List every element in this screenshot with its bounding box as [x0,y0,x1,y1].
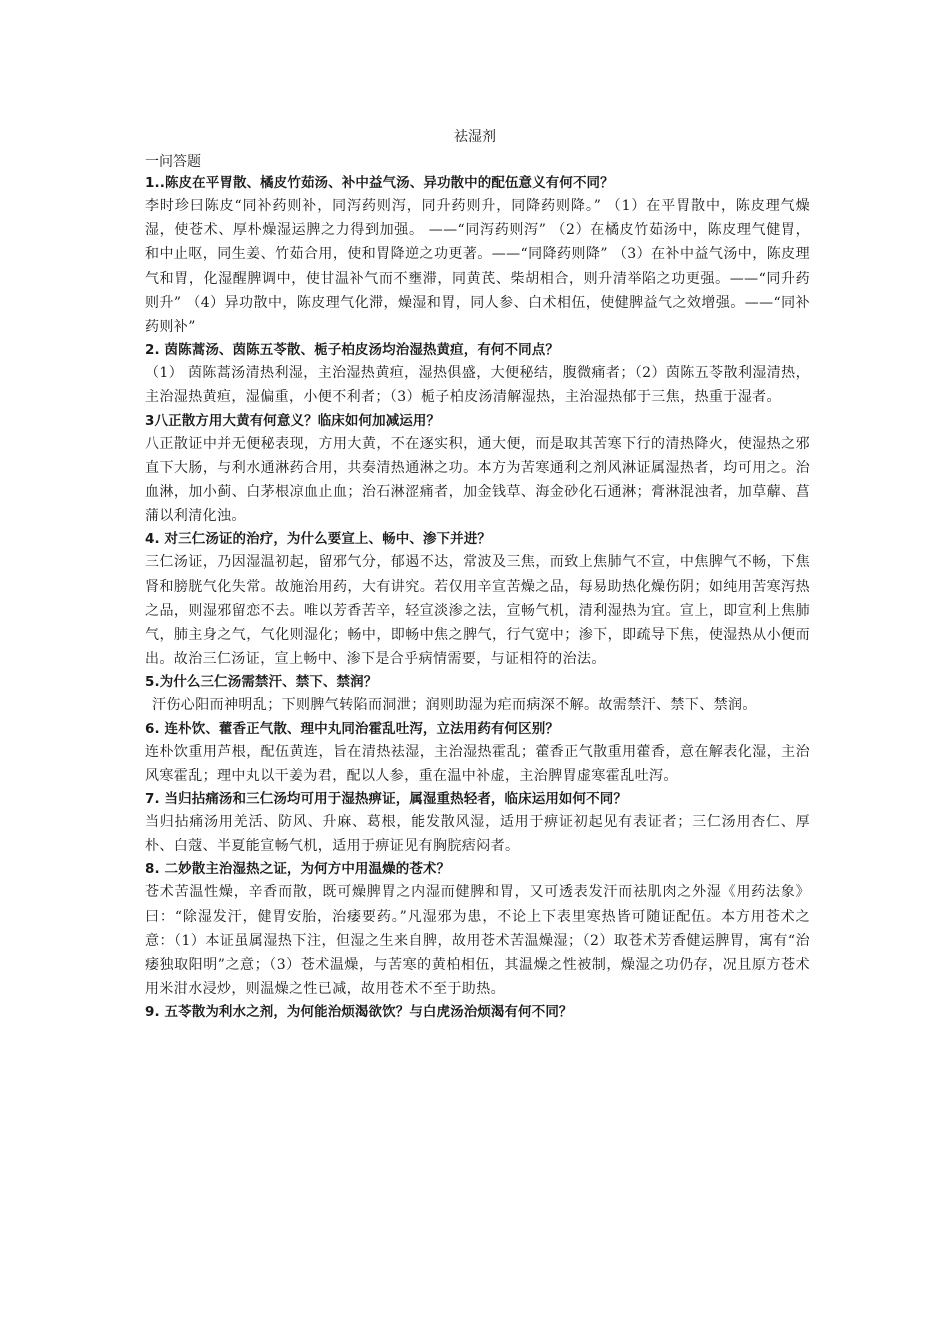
question-8: 8. 二妙散主治湿热之证，为何方中用温燥的苍术？ [145,861,451,878]
answer-3: 八正散证中并无便秘表现，方用大黄，不在逐实积，通大便，而是取其苦寒下行的清热降火，使湿热之邪直下大肠，与利水通淋药合用，共奏清热通淋之功。本方为苦寒通利之剂风淋证属湿热者，均可用之。治血淋，加小蓟、白茅根凉血止血；治石淋涩痛者，加金钱草、海金砂化石通淋；膏淋混浊者，加草薢、菖蒲以利清化浊。 [145,435,810,525]
answer-7: 当归拈痛汤用羌活、防风、升麻、葛根，能发散风湿，适用于痹证初起见有表证者；三仁汤用杏仁、厚朴、白蔻、半夏能宣畅气机，适用于痹证见有胸脘痞闷者。 [145,814,810,855]
document-title: 祛湿剂 [454,129,496,145]
question-3: 3八正散方用大黄有何意义？临床如何加减运用？ [145,412,441,429]
question-9: 9. 五苓散为利水之剂，为何能治烦渴欲饮？与白虎汤治烦渴有何不同？ [145,1004,573,1021]
answer-1: 李时珍曰陈皮“同补药则补，同泻药则泻，同升药则升，同降药则降。” （1）在平胃散中，陈皮理气燥湿，使苍术、厚朴燥湿运脾之力得到加强。 ——“同泻药则泻” （2）在橘皮竹茹汤中，陈皮理气健胃，和中止呕，同生姜、竹茹合用，使和胃降逆之功更著。——“同降药则降” （3）在补中益气汤中，陈皮理气和胃，化湿醒脾调中，使甘温补气而不壅滞，同黄芪、柴胡相合，则升清举陷之功更强。——“同升药则升” （4）异功散中，陈皮理气化滞，燥湿和胃，同人参、白术相伍，使健脾益气之效增强。——“同补药则补” [145,198,810,336]
answer-4: 三仁汤证，乃因湿温初起，留邪气分，郁遏不达，常波及三焦，而致上焦肺气不宣，中焦脾气不畅，下焦肾和膀胱气化失常。故施治用药，大有讲究。若仅用辛宣苦燥之品，每易助热化燥伤阴；如纯用苦寒泻热之品，则湿邪留恋不去。唯以芳香苦辛，轻宣淡渗之法，宣畅气机，清利湿热为宜。宣上，即宣利上焦肺气，肺主身之气，气化则湿化；畅中，即畅中焦之脾气，行气宽中；渗下，即疏导下焦，使湿热从小便而出。故治三仁汤证，宣上畅中、渗下是合乎病情需要，与证相符的治法。 [145,554,810,668]
question-5: 5.为什么三仁汤需禁汗、禁下、禁润？ [145,674,378,691]
question-6: 6. 连朴饮、藿香正气散、理中丸同治霍乱吐泻，立法用药有何区别？ [145,720,559,737]
question-4: 4. 对三仁汤证的治疗，为什么要宣上、畅中、渗下并进？ [145,531,491,548]
question-1: 1..陈皮在平胃散、橘皮竹茹汤、补中益气汤、异功散中的配伍意义有何不同？ [145,175,614,191]
answer-6: 连朴饮重用芦根，配伍黄连，旨在清热祛湿，主治湿热霍乱；藿香正气散重用藿香，意在解表化湿，主治风寒霍乱；理中丸以干姜为君，配以人参，重在温中补虚，主治脾胃虚寒霍乱吐泻。 [145,743,810,784]
section-label: 一问答题 [145,154,201,170]
question-2: 2. 茵陈蒿汤、茵陈五苓散、栀子柏皮汤均治湿热黄疸，有何不同点？ [145,342,559,359]
answer-2: （1） 茵陈蒿汤清热利湿，主治湿热黄疸，湿热俱盛，大便秘结，腹微痛者；（2）茵陈五苓散利湿清热，主治湿热黄疸，湿偏重，小便不利者；（3）栀子柏皮汤清解湿热，主治湿热郁于三焦，热重于湿者。 [145,365,810,406]
answer-8: 苍术苦温性燥，辛香而散，既可燥脾胃之内湿而健脾和胃，又可透表发汗而祛肌肉之外湿《用药法象》曰：“除湿发汗，健胃安胎，治痿要药。”凡湿邪为患，不论上下表里寒热皆可随证配伍。本方用苍术之意：（1）本证虽属湿热下注，但湿之生来自脾，故用苍术苦温燥湿；（2）取苍术芳香健运脾胃，寓有“治痿独取阳明”之意；（3）苍术温燥，与苦寒的黄柏相伍，其温燥之性被制，燥湿之功仍存，况且原方苍术用米泔水浸炒，则温燥之性已减，故用苍术不至于助热。 [145,884,810,998]
answer-5: 汗伤心阳而神明乱；下则脾气转陷而洞泄；润则助湿为疟而病深不解。故需禁汗、禁下、禁润。 [152,697,757,714]
document-body [145,152,810,1023]
question-7: 7. 当归拈痛汤和三仁汤均可用于湿热痹证，属湿重热轻者，临床运用如何不同？ [145,791,627,808]
